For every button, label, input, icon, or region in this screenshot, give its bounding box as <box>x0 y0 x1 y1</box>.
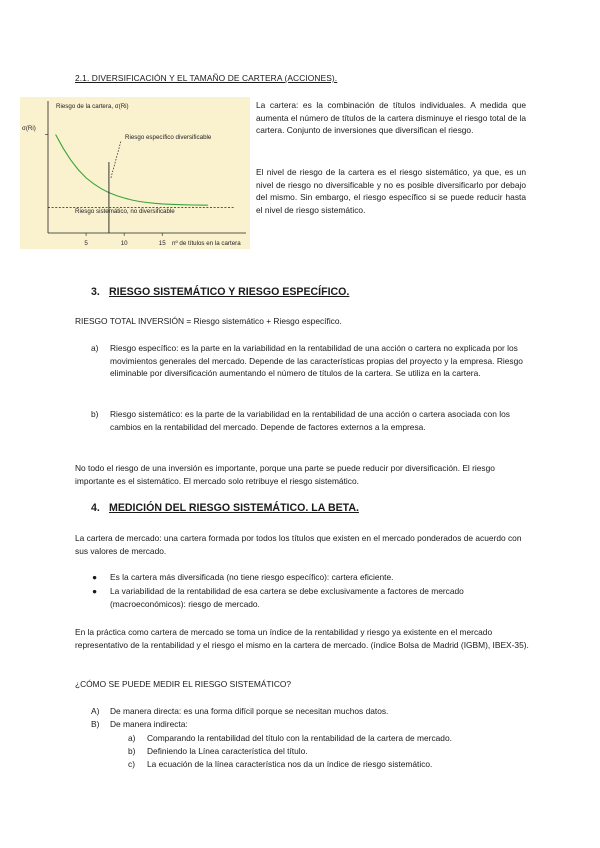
practice-paragraph: En la práctica como cartera de mercado se toma un índice de la rentabilidad y riesgo ya existente en el mercado representativo de la rentabilidad y el riesgo el mismo en la cartera de mercado. (índice Bolsa de Madrid (IGBM), IBEX-35). <box>75 627 529 650</box>
section-title: MEDICIÓN DEL RIESGO SISTEMÁTICO. LA BETA. <box>109 502 359 514</box>
section-heading: 2.1. DIVERSIFICACIÓN Y EL TAMAÑO DE CARTERA (ACCIONES). <box>75 73 338 83</box>
sub-method-item: Definiendo la Línea característica del título. <box>147 746 308 756</box>
section-title: RIESGO SISTEMÁTICO Y RIESGO ESPECÍFICO. <box>109 286 350 298</box>
list-marker: B) <box>91 719 100 729</box>
bullet-item: Es la cartera más diversificada (no tiene riesgo específico): cartera eficiente. <box>110 572 394 582</box>
method-item: De manera directa: es una forma difícil porque se necesitan muchos datos. <box>110 706 389 716</box>
systematic-risk-item: Riesgo sistemático: es la parte de la variabilidad en la rentabilidad de una acción o cartera asociada con los cambios en la rentabilidad del mercado. Depende de factores externos a la empresa. <box>110 409 510 432</box>
question-heading: ¿CÓMO SE PUEDE MEDIR EL RIESGO SISTEMÁTICO? <box>75 679 292 689</box>
list-marker: b) <box>91 409 99 419</box>
method-item: De manera indirecta: <box>110 719 188 729</box>
x-tick-label: 5 <box>84 240 88 247</box>
closing-paragraph: No todo el riesgo de una inversión es importante, porque una parte se puede reducir por diversificación. El riesgo importante es el sistemático. El mercado solo retribuye el riesgo sistemático. <box>75 463 495 486</box>
bullet-icon: ● <box>92 572 98 582</box>
y-axis-label: σ(Ri) <box>22 125 36 132</box>
cartera-definition: La cartera: es la combinación de títulos individuales. A medida que aumenta el número de títulos de la cartera disminuye el riesgo total de la cartera. Conjunto de inversiones que diversifican el riesgo. <box>256 100 527 136</box>
section-number: 4. <box>91 502 100 514</box>
chart-title: Riesgo de la cartera, σ(Ri) <box>56 103 129 110</box>
systematic-risk-paragraph: El nivel de riesgo de la cartera es el riesgo sistemático, ya que, es un nivel de riesgo no diversificable y no es posible diversificarlo por debajo del mismo. Sin embargo, el riesgo específico si se puede reducir hasta el nivel de riesgo sistemático. <box>256 167 526 215</box>
list-marker: b) <box>128 746 136 756</box>
list-marker: a) <box>128 733 136 743</box>
x-tick-label: 10 <box>120 240 128 247</box>
systematic-risk-label: Riesgo sistemático, no diversificable <box>75 208 175 215</box>
x-tick-label: 15 <box>158 240 166 247</box>
list-marker: c) <box>128 759 135 769</box>
list-marker: A) <box>91 706 100 716</box>
section-4-heading <box>91 502 359 514</box>
sub-method-item: Comparando la rentabilidad del título con la rentabilidad de la cartera de mercado. <box>147 733 452 743</box>
specific-risk-pointer <box>111 141 121 178</box>
total-risk-curve <box>56 135 208 206</box>
section-number: 3. <box>91 286 100 298</box>
list-marker: a) <box>91 343 99 353</box>
sub-method-item: La ecuación de la línea característica nos da un índice de riesgo sistemático. <box>147 759 433 769</box>
x-axis-label: nº de títulos en la cartera <box>172 240 241 247</box>
market-portfolio-definition: La cartera de mercado: una cartera formada por todos los títulos que existen en el mercado ponderados de acuerdo con sus valores de mercado. <box>75 533 522 556</box>
risk-diversification-chart <box>20 97 250 249</box>
bullet-item: La variabilidad de la rentabilidad de esa cartera se debe exclusivamente a factores de mercado (macroeconómicos): riesgo de mercado. <box>110 586 464 609</box>
total-risk-formula: RIESGO TOTAL INVERSIÓN = Riesgo sistemático + Riesgo específico. <box>75 316 342 326</box>
specific-risk-item: Riesgo específico: es la parte en la variabilidad en la rentabilidad de una acción o cartera no explicada por los movimientos generales del mercado. Depende de las características propias del proyecto y la empresa. Riesgo eliminable por diversificación aumentando el número de títulos de la cartera. Se utiliza en la cartera. <box>110 343 523 379</box>
bullet-icon: ● <box>92 586 98 596</box>
section-3-heading <box>91 286 349 298</box>
specific-risk-label: Riesgo específico diversificable <box>125 134 212 141</box>
chart-svg <box>20 97 250 249</box>
